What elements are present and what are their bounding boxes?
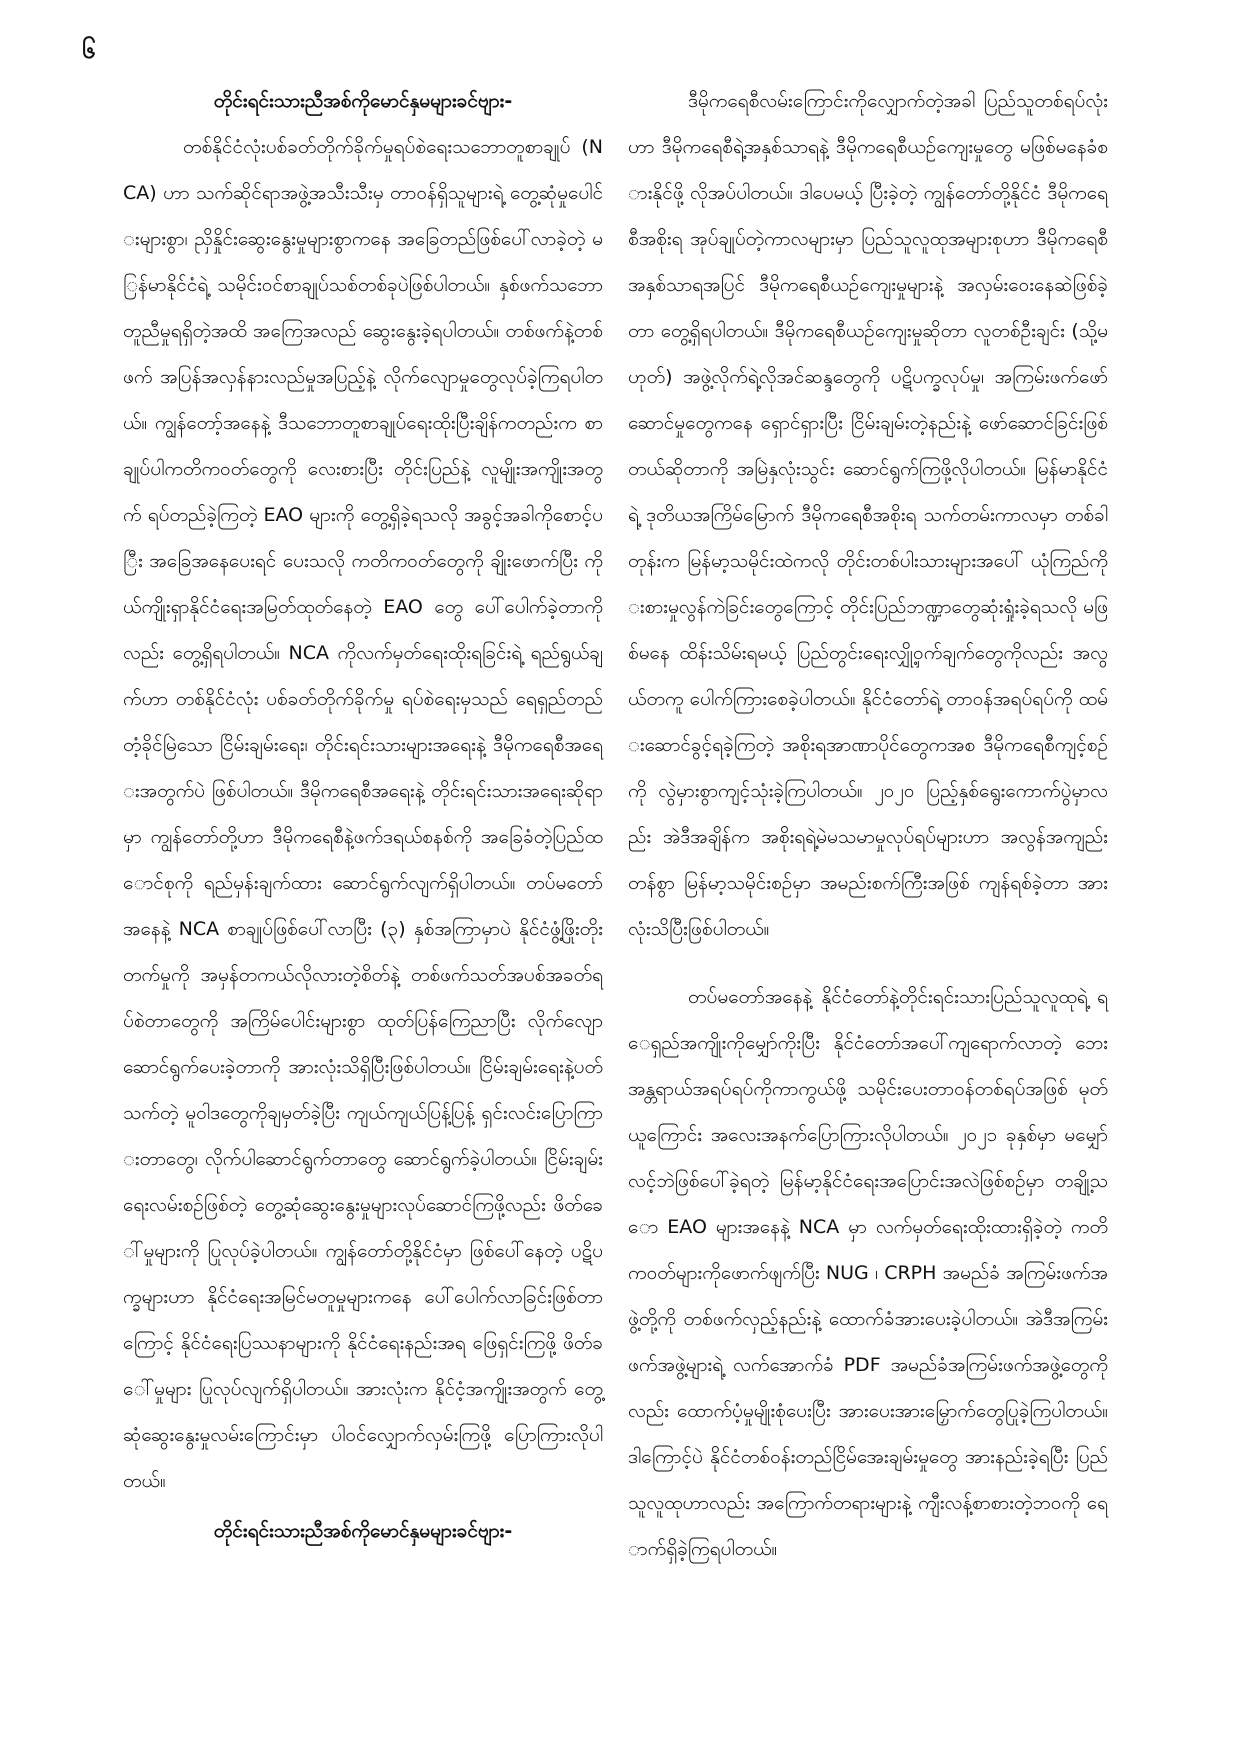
body-paragraph: တပ်မတော်အနေနဲ့ နိုင်ငံတော်နဲ့တိုင်းရင်းသားပြည်သူလူထုရဲ့ ရေရှည်အကျိုးကိုမျှော်ကိုးပြီး နိုင်ငံတော်အပေါ်ကျရောက်လာတဲ့ ဘေးအန္တရာယ်အရပ်ရပ်ကိုကာကွယ်ဖို့ သမိုင်းပေးတာဝန်တစ်ရပ်အဖြစ် မုတ်ယူကြောင်း အလေးအနက်ပြောကြားလိုပါတယ်။ ၂၀၂၁ ခုနှစ်မှာ မမျှော်လင့်ဘဲဖြစ်ပေါ်ခဲ့ရတဲ့ မြန်မာ့နိုင်ငံရေးအပြောင်းအလဲဖြစ်စဉ်မှာ တချို့သော EAO များအနေနဲ့ NCA မှာ လက်မှတ်ရေးထိုးထားရှိခဲ့တဲ့ ကတိကဝတ်များကိုဖောက်ဖျက်ပြီး NUG ၊ CRPH အမည်ခံ အကြမ်းဖက်အဖွဲ့တို့ကို တစ်ဖက်လှည့်နည်းနဲ့ ထောက်ခံအားပေးခဲ့ပါတယ်။ အဲဒီအကြမ်းဖက်အဖွဲ့များရဲ့ လက်အောက်ခံ PDF အမည်ခံအကြမ်းဖက်အဖွဲ့တွေကိုလည်း ထောက်ပံ့မှုမျိုးစုံပေးပြီး အားပေးအားမြှောက်တွေပြုခဲ့ကြပါတယ်။ ဒါကြောင့်ပဲ နိုင်ငံတစ်ဝန်းတည်ငြိမ်အေးချမ်းမှုတွေ အားနည်းခဲ့ရပြီး ပြည်သူလူထုဟာလည်း အကြောက်တရားများနဲ့ ကျီးလန့်စာစားတဲ့ဘဝကို ရောက်ရှိခဲ့ကြရပါတယ်။	[628, 986, 1108, 1560]
closing-section-heading: တိုင်းရင်းသားညီအစ်ကိုမောင်နှမများခင်ဗျား-	[213, 1520, 513, 1542]
section-heading: တိုင်းရင်းသားညီအစ်ကိုမောင်နှမများခင်ဗျား-	[213, 90, 513, 112]
right-column	[628, 78, 1108, 1572]
page-number: ၆	[82, 36, 96, 64]
body-paragraph: တစ်နိုင်ငံလုံးပစ်ခတ်တိုက်ခိုက်မှုရပ်စဲရေးသဘောတူစာချုပ် (NCA) ဟာ သက်ဆိုင်ရာအဖွဲ့အသီးသီးမှ တာဝန်ရှိသူများရဲ့ တွေ့ဆုံမှုပေါင်းများစွာ၊ ညှိနှိုင်းဆွေးနွေးမှုများစွာကနေ အခြေတည်ဖြစ်ပေါ်လာခဲ့တဲ့ မြန်မာနိုင်ငံရဲ့ သမိုင်းဝင်စာချုပ်သစ်တစ်ခုပဲဖြစ်ပါတယ်။ နှစ်ဖက်သဘောတူညီမှုရရှိတဲ့အထိ အကြေအလည် ဆွေးနွေးခဲ့ရပါတယ်။ တစ်ဖက်နဲ့တစ်ဖက် အပြန်အလှန်နားလည်မှုအပြည့်နဲ့ လိုက်လျောမှုတွေလုပ်ခဲ့ကြရပါတယ်။ ကျွန်တော့်အနေနဲ့ ဒီသဘောတူစာချုပ်ရေးထိုးပြီးချိန်ကတည်းက စာချုပ်ပါကတိကဝတ်တွေကို လေးစားပြီး တိုင်းပြည်နဲ့ လူမျိုးအကျိုးအတွက် ရပ်တည်ခဲ့ကြတဲ့ EAO များကို တွေ့ရှိခဲ့ရသလို အခွင့်အခါကိုစောင့်ပြီး အခြေအနေပေးရင် ပေးသလို ကတိကဝတ်တွေကို ချိုးဖောက်ပြီး ကိုယ်ကျိုးရှာနိုင်ငံရေးအမြတ်ထုတ်နေတဲ့ EAO တွေ ပေါ်ပေါက်ခဲ့တာကိုလည်း တွေ့ရှိရပါတယ်။ NCA ကိုလက်မှတ်ရေးထိုးရခြင်းရဲ့ ရည်ရွယ်ချက်ဟာ တစ်နိုင်ငံလုံး ပစ်ခတ်တိုက်ခိုက်မှု ရပ်စဲရေးမှသည် ရေရှည်တည်တံ့ခိုင်မြဲသော ငြိမ်းချမ်းရေး၊ တိုင်းရင်းသားများအရေးနဲ့ ဒီမိုကရေစီအရေးအတွက်ပဲ ဖြစ်ပါတယ်။ ဒီမိုကရေစီအရေးနဲ့ တိုင်းရင်းသားအရေးဆိုရာမှာ ကျွန်တော်တို့ဟာ ဒီမိုကရေစီနဲ့ဖက်ဒရယ်စနစ်ကို အခြေခံတဲ့ပြည်ထောင်စုကို ရည်မှန်းချက်ထား ဆောင်ရွက်လျက်ရှိပါတယ်။ တပ်မတော်အနေနဲ့ NCA စာချုပ်ဖြစ်ပေါ်လာပြီး (၃) နှစ်အကြာမှာပဲ နိုင်ငံဖွံ့ဖြိုးတိုးတက်မှုကို အမှန်တကယ်လိုလားတဲ့စိတ်နဲ့ တစ်ဖက်သတ်အပစ်အခတ်ရပ်စဲတာတွေကို အကြိမ်ပေါင်းများစွာ ထုတ်ပြန်ကြေညာပြီး လိုက်လျောဆောင်ရွက်ပေးခဲ့တာကို အားလုံးသိရှိပြီးဖြစ်ပါတယ်။ ငြိမ်းချမ်းရေးနဲ့ပတ်သက်တဲ့ မူဝါဒတွေကိုချမှတ်ခဲ့ပြီး ကျယ်ကျယ်ပြန့်ပြန့် ရှင်းလင်းပြောကြားတာတွေ၊ လိုက်ပါဆောင်ရွက်တာတွေ ဆောင်ရွက်ခဲ့ပါတယ်။ ငြိမ်းချမ်းရေးလမ်းစဉ်ဖြစ်တဲ့ တွေ့ဆုံဆွေးနွေးမှုများလုပ်ဆောင်ကြဖို့လည်း ဖိတ်ခေါ်မှုများကို ပြုလုပ်ခဲ့ပါတယ်။ ကျွန်တော်တို့နိုင်ငံမှာ ဖြစ်ပေါ်နေတဲ့ ပဋိပက္ခများဟာ နိုင်ငံရေးအမြင်မတူမှုများကနေ ပေါ်ပေါက်လာခြင်းဖြစ်တာကြောင့် နိုင်ငံရေးပြဿနာများကို နိုင်ငံရေးနည်းအရ ဖြေရှင်းကြဖို့ ဖိတ်ခေါ်မှုများ ပြုလုပ်လျက်ရှိပါတယ်။ အားလုံးက နိုင်ငံ့အကျိုးအတွက် တွေ့ဆုံဆွေးနွေးမှုလမ်းကြောင်းမှာ ပါဝင်လျှောက်လှမ်းကြဖို့ ပြောကြားလိုပါတယ်။	[123, 136, 603, 1492]
left-column	[123, 78, 603, 1554]
body-paragraph: ဒီမိုကရေစီလမ်းကြောင်းကိုလျှောက်တဲ့အခါ ပြည်သူတစ်ရပ်လုံးဟာ ဒီမိုကရေစီရဲ့အနှစ်သာရနဲ့ ဒီမိုကရေစီယဉ်ကျေးမှုတွေ မဖြစ်မနေခံစားနိုင်ဖို့ လိုအပ်ပါတယ်။ ဒါပေမယ့် ပြီးခဲ့တဲ့ ကျွန်တော်တို့နိုင်ငံ ဒီမိုကရေစီအစိုးရ အုပ်ချုပ်တဲ့ကာလများမှာ ပြည်သူလူထုအများစုဟာ ဒီမိုကရေစီ အနှစ်သာရအပြင် ဒီမိုကရေစီယဉ်ကျေးမှုများနဲ့ အလှမ်းဝေးနေဆဲဖြစ်ခဲ့တာ တွေ့ရှိရပါတယ်။ ဒီမိုကရေစီယဉ်ကျေးမှုဆိုတာ လူတစ်ဦးချင်း (သို့မဟုတ်) အဖွဲ့လိုက်ရဲ့လိုအင်ဆန္ဒတွေကို ပဋိပက္ခလုပ်မှု၊ အကြမ်းဖက်ဖော်ဆောင်မှုတွေကနေ ရှောင်ရှားပြီး ငြိမ်းချမ်းတဲ့နည်းနဲ့ ဖော်ဆောင်ခြင်းဖြစ်တယ်ဆိုတာကို အမြဲနှလုံးသွင်း ဆောင်ရွက်ကြဖို့လိုပါတယ်။ မြန်မာနိုင်ငံရဲ့ ဒုတိယအကြိမ်မြောက် ဒီမိုကရေစီအစိုးရ သက်တမ်းကာလမှာ တစ်ခါတုန်းက မြန်မာ့သမိုင်းထဲကလို တိုင်းတစ်ပါးသားများအပေါ် ယုံကြည်ကိုးစားမှုလွန်ကဲခြင်းတွေကြောင့် တိုင်းပြည်ဘဏ္ဍာတွေဆုံးရှုံးခဲ့ရသလို မဖြစ်မနေ ထိန်းသိမ်းရမယ့် ပြည်တွင်းရေးလျှို့ဝှက်ချက်တွေကိုလည်း အလွယ်တကူ ပေါက်ကြားစေခဲ့ပါတယ်။ နိုင်ငံတော်ရဲ့ တာဝန်အရပ်ရပ်ကို ထမ်းဆောင်ခွင့်ရခဲ့ကြတဲ့ အစိုးရအာဏာပိုင်တွေကအစ ဒီမိုကရေစီကျင့်စဉ်ကို လွဲမှားစွာကျင့်သုံးခဲ့ကြပါတယ်။ ၂၀၂၀ ပြည့်နှစ်ရွေးကောက်ပွဲမှာလည်း အဲဒီအချိန်က အစိုးရရဲ့မဲမသမာမှုလုပ်ရပ်များဟာ အလွန်အကျည်းတန်စွာ မြန်မာ့သမိုင်းစဉ်မှာ အမည်းစက်ကြီးအဖြစ် ကျန်ရစ်ခဲ့တာ အားလုံးသိပြီးဖြစ်ပါတယ်။	[628, 90, 1108, 940]
